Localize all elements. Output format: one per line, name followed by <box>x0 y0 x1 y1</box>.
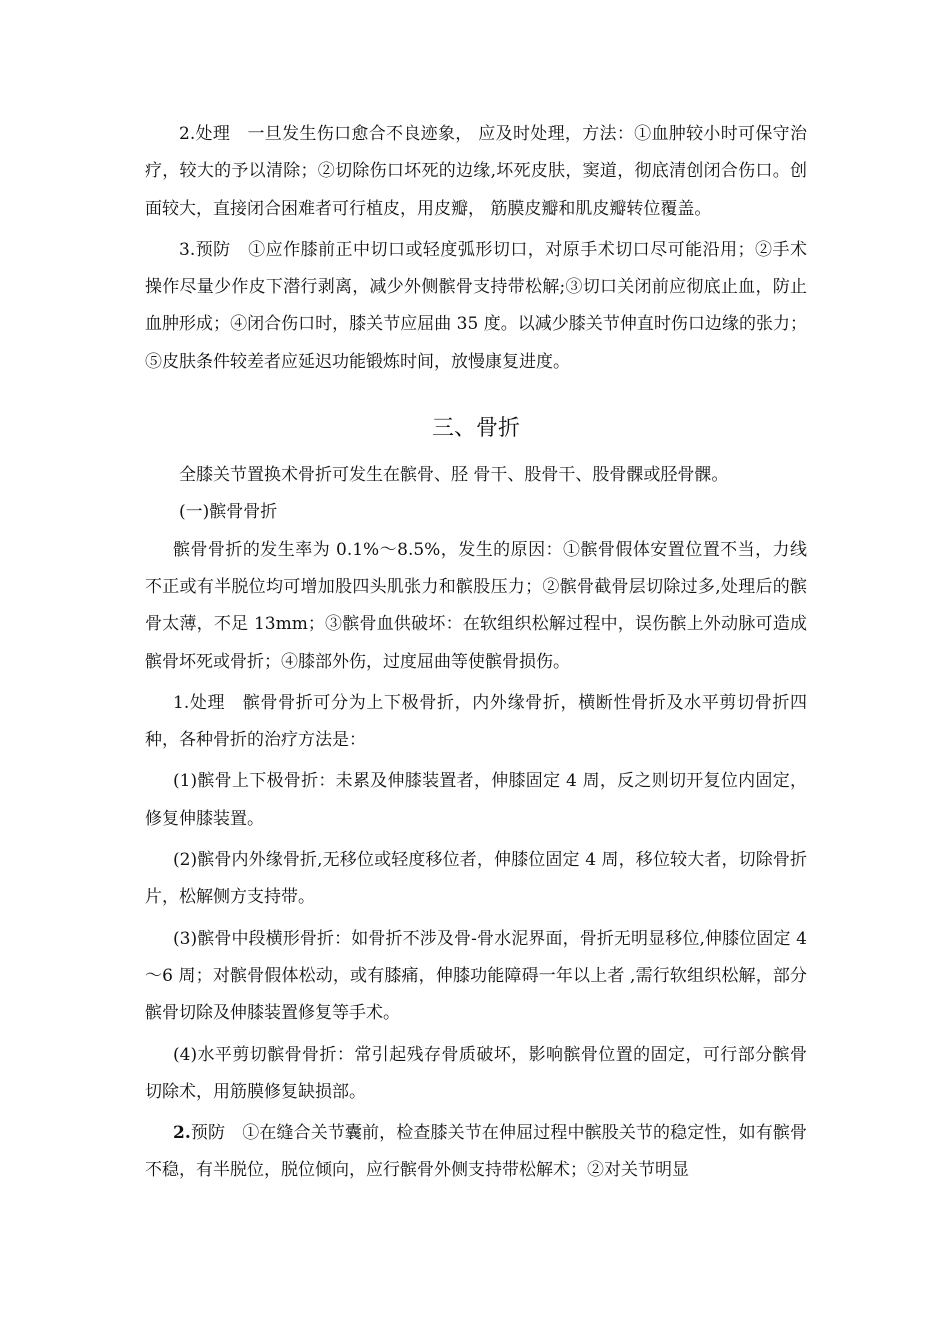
paragraph-number: 2. <box>173 1123 191 1144</box>
document-body <box>145 116 807 1190</box>
paragraph-treatment-item-4: (4)水平剪切髌骨骨折：常引起残存骨质破坏，影响髌骨位置的固定，可行部分髌骨切除术，用筋膜修复缺损部。 <box>145 1044 807 1102</box>
paragraph-treatment-item-3: (3)髌骨中段横形骨折：如骨折不涉及骨-骨水泥界面，骨折无明显移位,伸膝位固定 4～6 周；对髌骨假体松动，或有膝痛，伸膝功能障碍一年以上者 ,需行软组织松解，部分髌骨切除及伸膝装置修复等手术。 <box>145 928 807 1024</box>
paragraph-patella-prevention <box>145 1115 807 1190</box>
subheading-patella-fracture: (一)髌骨骨折 <box>179 502 278 523</box>
paragraph-treatment-item-2: (2)髌骨内外缘骨折,无移位或轻度移位者，伸膝位固定 4 周，移位较大者，切除骨折片，松解侧方支持带。 <box>145 850 807 908</box>
paragraph-patella-treatment: 1.处理 髌骨骨折可分为上下极骨折，内外缘骨折，横断性骨折及水平剪切骨折四种，各种骨折的治疗方法是： <box>145 692 807 751</box>
paragraph-patella-causes: 髌骨骨折的发生率为 0.1%～8.5%，发生的原因：①髌骨假体安置位置不当，力线不正或有半脱位均可增加股四头肌张力和髌股压力；②髌骨截骨层切除过多,处理后的髌骨太薄，不足 13mm；③髌骨血供破坏：在软组织松解过程中，误伤髌上外动脉可造成髌骨坏死或骨折；④膝部外伤，过度屈曲等使髌骨损伤。 <box>145 539 807 672</box>
paragraph-prevention-wound: 3.预防 ①应作膝前正中切口或轻度弧形切口，对原手术切口尽可能沿用；②手术操作尽量少作皮下潜行剥离，减少外侧髌骨支持带松解;③切口关闭前应彻底止血，防止血肿形成；④闭合伤口时，膝关节应屈曲 35 度。以减少膝关节伸直时伤口边缘的张力；⑤皮肤条件较差者应延迟功能锻炼时间，放慢康复进度。 <box>145 239 807 372</box>
section-heading-fracture: 三、骨折 <box>431 416 520 442</box>
paragraph-fracture-intro: 全膝关节置换术骨折可发生在髌骨、胫 骨干、股骨干、股骨髁或胫骨髁。 <box>179 465 729 486</box>
paragraph-prevention-text: 预防 ①在缝合关节囊前，检查膝关节在伸屈过程中髌股关节的稳定性，如有髌骨不稳，有半脱位，脱位倾向，应行髌骨外侧支持带松解术；②对关节明显 <box>145 1123 807 1181</box>
paragraph-treatment-item-1: (1)髌骨上下极骨折：未累及伸膝装置者，伸膝固定 4 周，反之则切开复位内固定，修复伸膝装置。 <box>145 771 807 829</box>
paragraph-treatment-wound: 2.处理 一旦发生伤口愈合不良迹象， 应及时处理，方法：①血肿较小时可保守治疗，较大的予以清除；②切除伤口坏死的边缘,坏死皮肤，窦道，彻底清创闭合伤口。创面较大，直接闭合困难者可行植皮，用皮瓣， 筋膜皮瓣和肌皮瓣转位覆盖。 <box>145 124 807 219</box>
